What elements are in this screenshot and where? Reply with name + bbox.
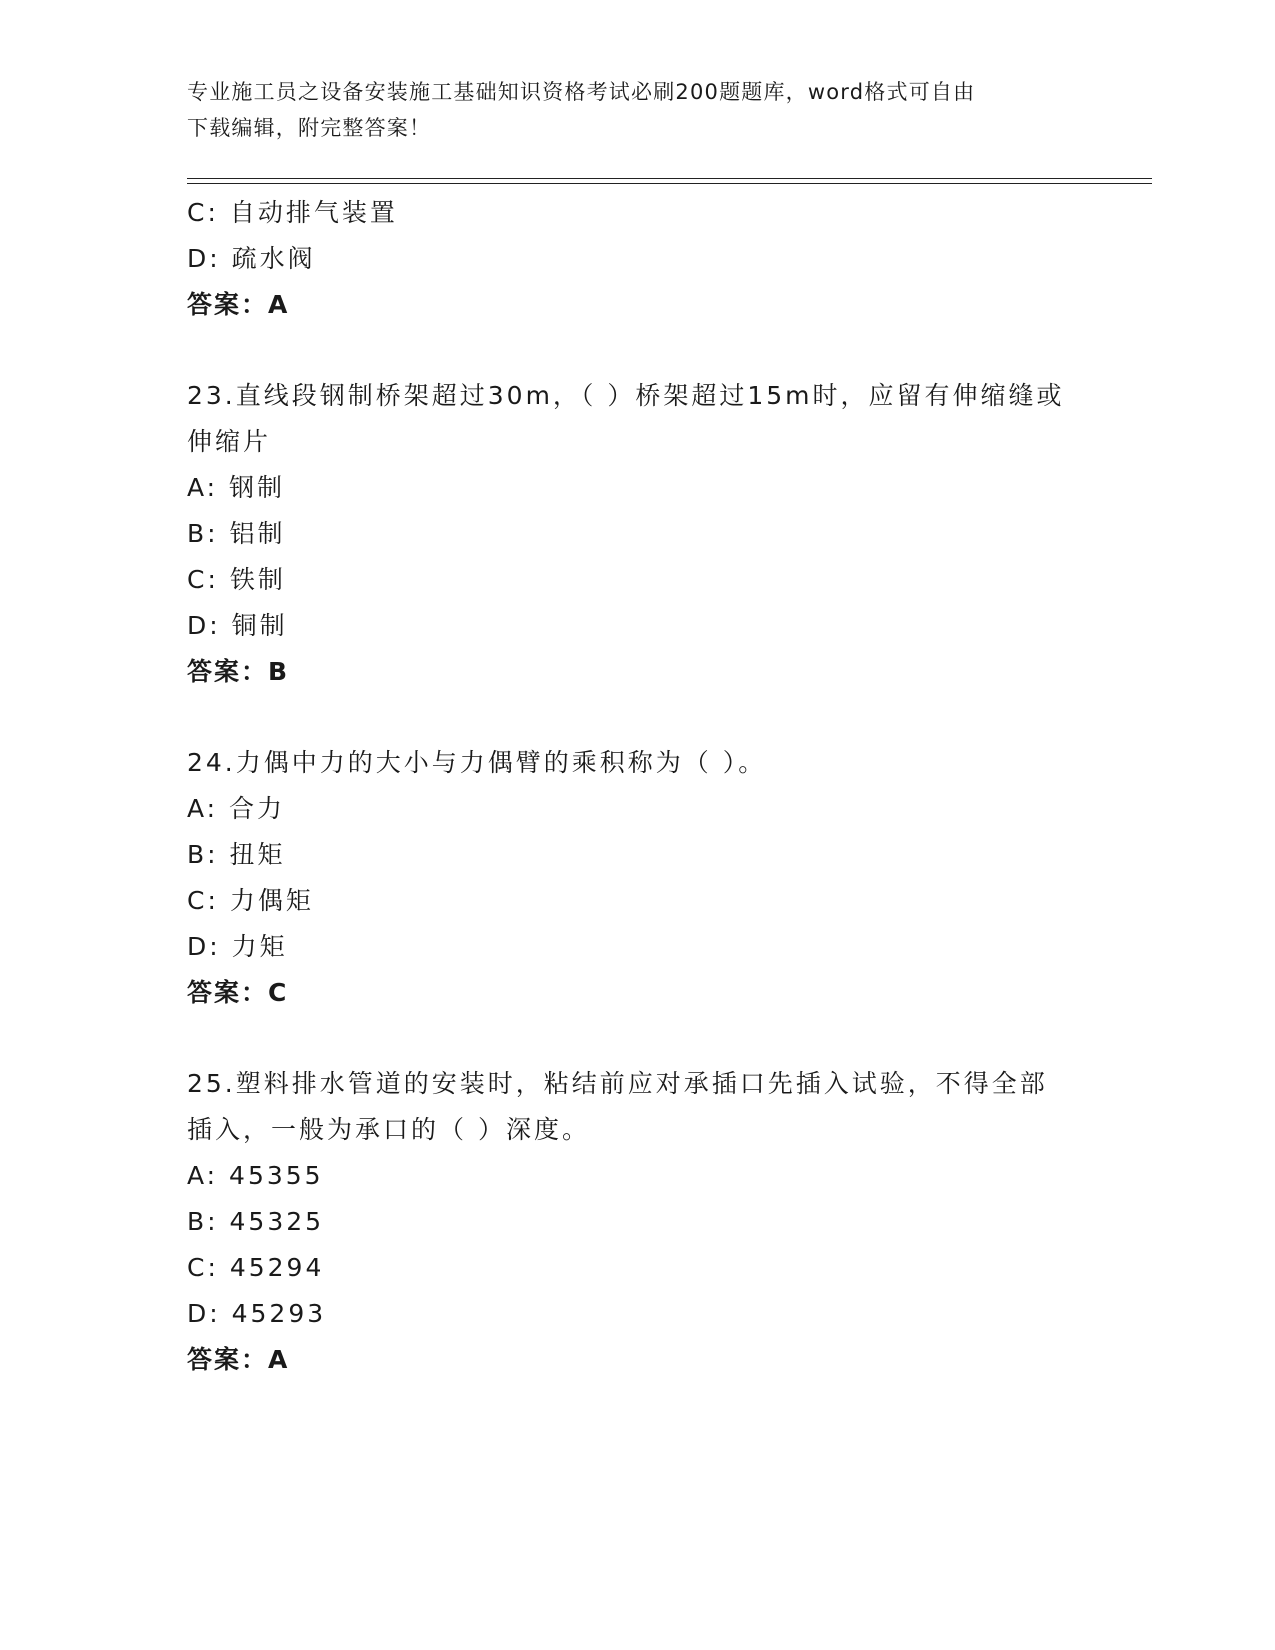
answer: 答案：B [187, 657, 290, 686]
question-text-line: 25.塑料排水管道的安装时，粘结前应对承插口先插入试验，不得全部 [187, 1069, 1048, 1098]
option-c: C: 力偶矩 [187, 886, 314, 915]
question-24 [187, 740, 1087, 1016]
answer: 答案：A [187, 1345, 290, 1374]
option-b: B: 45325 [187, 1207, 325, 1236]
question-text-line: 23.直线段钢制桥架超过30m，（ ）桥架超过15m时，应留有伸缩缝或 [187, 381, 1065, 410]
option-b: B: 扭矩 [187, 840, 286, 869]
option-c: C: 自动排气装置 [187, 198, 398, 227]
header-line-2: 下载编辑，附完整答案！ [187, 116, 432, 140]
question-text-line: 伸缩片 [187, 427, 272, 456]
option-d: D: 铜制 [187, 611, 288, 640]
option-a: A: 钢制 [187, 473, 286, 502]
question-22-continued [187, 190, 1087, 328]
document-header [187, 74, 1087, 146]
option-c: C: 铁制 [187, 565, 286, 594]
question-25 [187, 1061, 1087, 1383]
answer: 答案：A [187, 290, 290, 319]
answer: 答案：C [187, 978, 289, 1007]
option-d: D: 45293 [187, 1299, 327, 1328]
header-divider-top [187, 178, 1152, 179]
question-text-line: 插入，一般为承口的（ ）深度。 [187, 1115, 590, 1144]
option-c: C: 45294 [187, 1253, 325, 1282]
header-line-1: 专业施工员之设备安装施工基础知识资格考试必刷200题题库，word格式可自由 [187, 80, 976, 104]
option-d: D: 力矩 [187, 932, 288, 961]
option-b: B: 铝制 [187, 519, 286, 548]
question-text-line: 24.力偶中力的大小与力偶臂的乘积称为（ ）。 [187, 748, 767, 777]
header-divider-bottom [187, 183, 1152, 184]
option-a: A: 45355 [187, 1161, 324, 1190]
option-a: A: 合力 [187, 794, 286, 823]
question-list [187, 190, 1087, 1383]
option-d: D: 疏水阀 [187, 244, 316, 273]
question-23 [187, 373, 1087, 695]
